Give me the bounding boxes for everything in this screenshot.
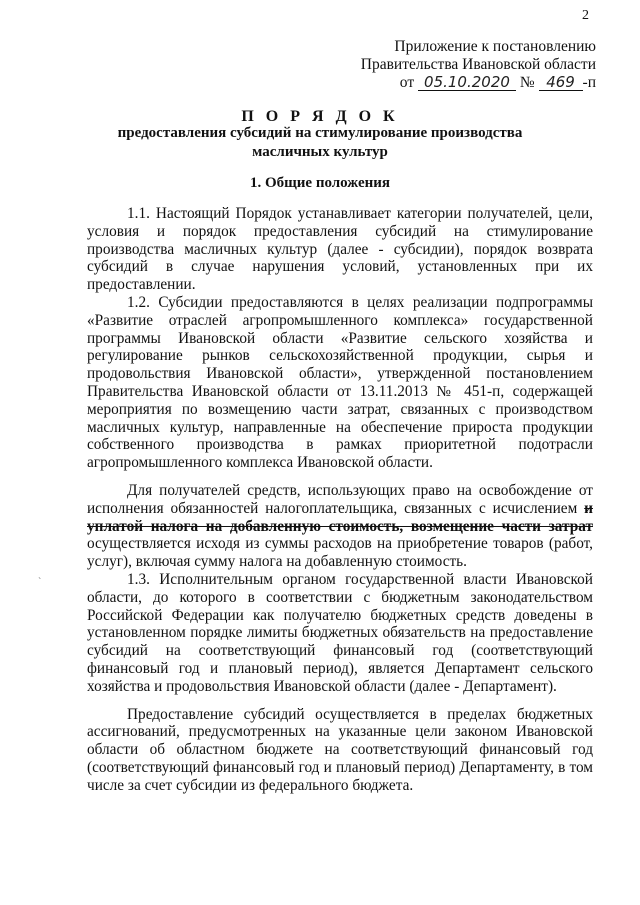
document-title: П О Р Я Д О К	[241, 108, 399, 125]
document-subtitle: предоставления субсидий на стимулирование производства масличных культур	[117, 125, 523, 160]
number-sign: №	[519, 74, 535, 91]
document-body	[87, 205, 593, 795]
appendix-date-line	[361, 74, 596, 92]
appendix-header	[361, 38, 596, 92]
handwritten-date: 05.10.2020	[418, 74, 516, 91]
date-prefix: от	[399, 74, 415, 91]
paragraph-1-2: 1.2. Субсидии предоставляются в целях реализации подпрограммы «Развитие отраслей агропромышленного комплекса» государственной программы Ивановской области «Развитие сельского хозяйства и регулирование рынков сельскохозяйственной продукции, сырья и продовольствия Ивановской области», утвержденной постановлением Правительства Ивановской области от 13.11.2013 № 451-п, содержащей мероприятия по возмещению части затрат, связанных с производством масличных культур, направленные на обеспечение прироста продукции собственного производства в рамках приоритетной подотрасли агропромышленного комплекса Ивановской области.	[87, 293, 593, 472]
section-heading: 1. Общие положения	[249, 175, 391, 191]
appendix-line-1: Приложение к постановлению	[394, 38, 596, 55]
paragraph-vat-end: осуществляется исходя из суммы расходов на приобретение товаров (работ, услуг), включая сумму налога на добавленную стоимость.	[87, 535, 593, 571]
paragraph-vat	[87, 482, 593, 571]
appendix-line-2: Правительства Ивановской области	[360, 56, 596, 73]
page-number: 2	[582, 8, 589, 23]
number-suffix: -п	[582, 74, 596, 91]
struck-text: и уплатой налога на добавленную стоимость, возмещение части затрат	[87, 499, 593, 535]
paragraph-1-3: 1.3. Исполнительным органом государственной власти Ивановской области, до которого в соответствии с бюджетным законодательством Российской Федерации как получателю бюджетных средств доведены в установленном порядке лимиты бюджетных обязательств на предоставление субсидий на соответствующий финансовый год (соответствующий финансовый год и плановый период), является Департамент сельского хозяйства и продовольствия Ивановской области (далее - Департамент).	[87, 570, 593, 695]
paragraph-1-1: 1.1. Настоящий Порядок устанавливает категории получателей, цели, условия и порядок предоставления субсидий на стимулирование производства масличных культур (далее - субсидии), порядок возврата субсидий в случае нарушения условий, установленных при их предоставлении.	[87, 205, 593, 294]
paragraph-vat-start: Для получателей средств, использующих право на освобождение от исполнения обязанностей налогоплательщика, связанных с исчислением	[87, 481, 593, 517]
paragraph-budget: Предоставление субсидий осуществляется в пределах бюджетных ассигнований, предусмотренных на указанные цели законом Ивановской области об областном бюджете на соответствующий финансовый год (соответствующий финансовый год и плановый период) Департаменту, в том числе за счет субсидии из федерального бюджета.	[87, 705, 593, 794]
margin-mark: `	[38, 577, 42, 588]
handwritten-number: 469	[539, 74, 583, 91]
